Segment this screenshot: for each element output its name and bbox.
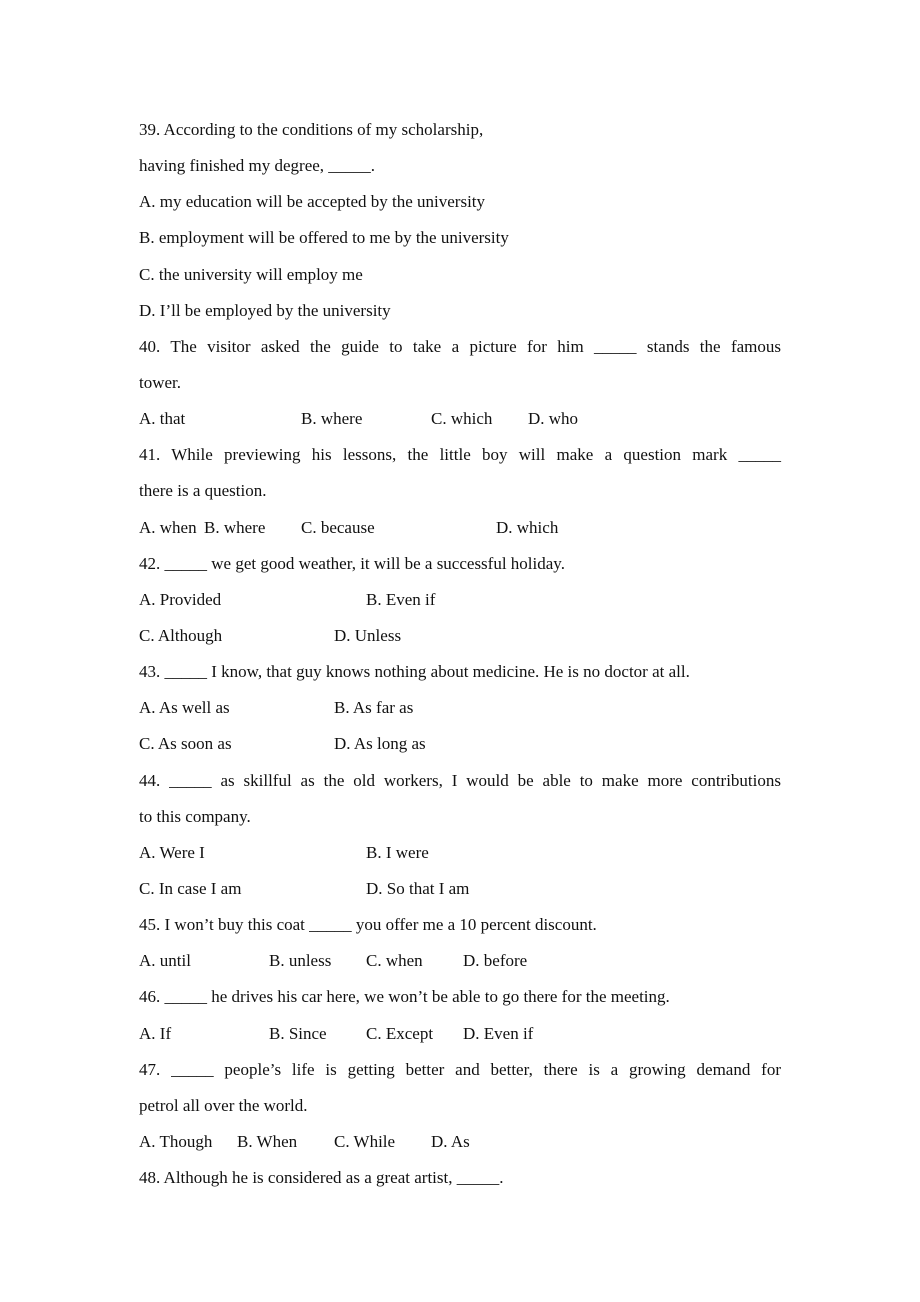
question-43-option-d: D. As long as — [334, 734, 426, 754]
question-41-stem-line-2: there is a question. — [139, 481, 267, 501]
question-39-option-a: A. my education will be accepted by the university — [139, 192, 486, 212]
question-41-stem-line-1: 41. While previewing his lessons, the little boy will make a question mark _____ — [139, 445, 781, 465]
question-43-option-c: C. As soon as — [139, 734, 232, 754]
question-42-options-row-1 — [139, 582, 781, 618]
question-41-option-c: C. because — [301, 517, 375, 537]
question-39-option-d: D. I’ll be employed by the university — [139, 300, 391, 320]
question-44-option-c: C. In case I am — [139, 878, 242, 898]
document-page — [139, 112, 781, 1196]
question-44-options-row-2 — [139, 871, 781, 907]
question-41-option-a: A. when — [139, 517, 197, 537]
question-40-stem-line-2: tower. — [139, 372, 182, 392]
question-40-option-d: D. who — [528, 409, 579, 429]
question-43-options-row-1 — [139, 690, 781, 726]
question-48-stem: 48. Although he is considered as a great artist, _____. — [139, 1168, 504, 1188]
question-39-stem-line-2: having finished my degree, _____. — [139, 156, 376, 176]
question-44-stem-line-2: to this company. — [139, 806, 251, 826]
question-39-option-c: C. the university will employ me — [139, 264, 363, 284]
question-44-stem-line-1: 44. _____ as skillful as the old workers, I would be able to make more contributions — [139, 770, 781, 790]
question-42-stem: 42. _____ we get good weather, it will be a successful holiday. — [139, 553, 565, 573]
question-47-stem-line-2: petrol all over the world. — [139, 1095, 308, 1115]
question-40-option-c: C. which — [431, 409, 493, 429]
question-47-option-a: A. Though — [139, 1131, 213, 1151]
question-45-option-d: D. before — [463, 951, 528, 971]
question-46-options — [139, 1016, 781, 1052]
question-43-options-row-2 — [139, 726, 781, 762]
question-46-option-a: A. If — [139, 1023, 172, 1043]
question-41-option-b: B. where — [204, 517, 266, 537]
question-47-option-c: C. While — [334, 1131, 396, 1151]
question-43-stem: 43. _____ I know, that guy knows nothing about medicine. He is no doctor at all. — [139, 662, 690, 682]
question-40-option-a: A. that — [139, 409, 186, 429]
question-42-option-d: D. Unless — [334, 625, 402, 645]
question-42-option-b: B. Even if — [366, 589, 436, 609]
question-43-option-a: A. As well as — [139, 698, 230, 718]
question-47-option-b: B. When — [237, 1131, 298, 1151]
question-40-option-b: B. where — [301, 409, 363, 429]
question-39-option-b: B. employment will be offered to me by the university — [139, 228, 509, 248]
question-46-option-c: C. Except — [366, 1023, 434, 1043]
question-45-option-a: A. until — [139, 951, 191, 971]
question-44-option-b: B. I were — [366, 842, 429, 862]
question-44-option-a: A. Were I — [139, 842, 205, 862]
question-42-options-row-2 — [139, 618, 781, 654]
question-46-option-d: D. Even if — [463, 1023, 534, 1043]
question-41-options — [139, 510, 781, 546]
question-47-option-d: D. As — [431, 1131, 470, 1151]
question-42-option-a: A. Provided — [139, 589, 222, 609]
question-39-stem-line-1: 39. According to the conditions of my scholarship, — [139, 120, 484, 139]
question-46-option-b: B. Since — [269, 1023, 327, 1043]
question-45-option-b: B. unless — [269, 951, 332, 971]
question-43-option-b: B. As far as — [334, 698, 414, 718]
question-47-stem-line-1: 47. _____ people’s life is getting better and better, there is a growing demand for — [139, 1059, 781, 1079]
question-45-options — [139, 943, 781, 979]
question-45-stem: 45. I won’t buy this coat _____ you offer me a 10 percent discount. — [139, 915, 597, 935]
question-44-options-row-1 — [139, 835, 781, 871]
question-41-option-d: D. which — [496, 517, 559, 537]
question-47-options — [139, 1124, 781, 1160]
question-46-stem: 46. _____ he drives his car here, we won’t be able to go there for the meeting. — [139, 987, 670, 1007]
question-44-option-d: D. So that I am — [366, 878, 470, 898]
question-40-options — [139, 401, 781, 437]
question-40-stem-line-1: 40. The visitor asked the guide to take a picture for him _____ stands the famous — [139, 336, 781, 356]
question-42-option-c: C. Although — [139, 625, 223, 645]
question-45-option-c: C. when — [366, 951, 423, 971]
